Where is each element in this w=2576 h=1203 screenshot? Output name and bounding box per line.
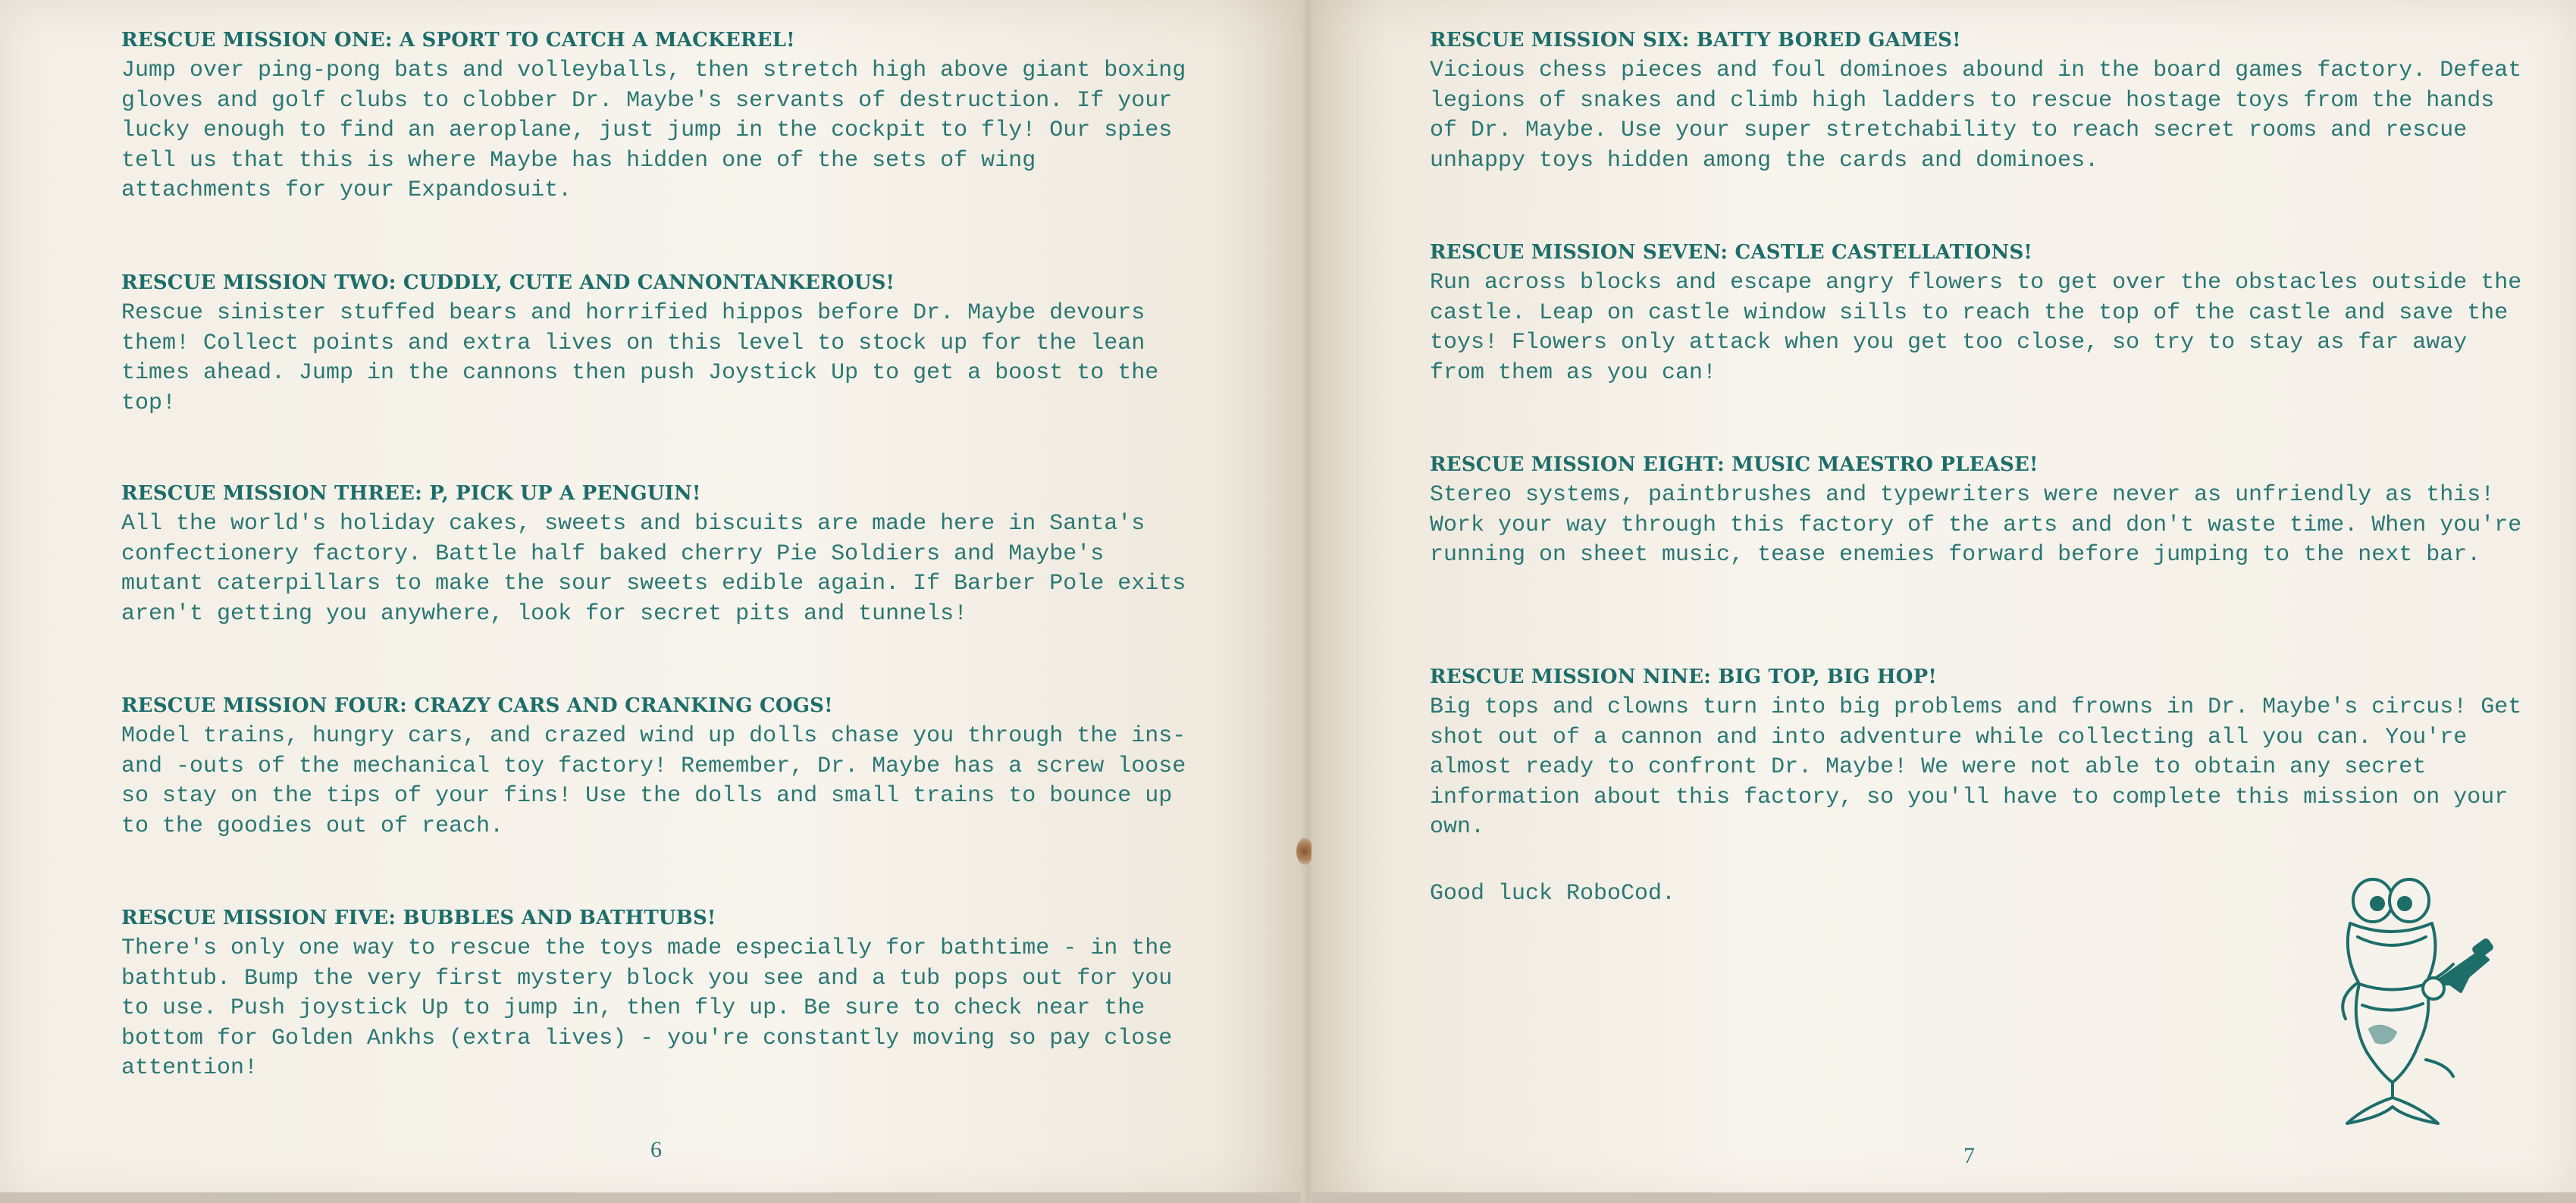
mission-body: Stereo systems, paintbrushes and typewriters were never as unfriendly as this! Work your way through this factory of the arts and don't waste time. When you're running on sheet music, tease enemies forward before jumping to the next bar. <box>1430 482 2522 568</box>
mission-title: RESCUE MISSION TWO: CUDDLY, CUTE AND CANNONTANKEROUS! <box>121 271 895 294</box>
mission-body: All the world's holiday cakes, sweets and biscuits are made here in Santa's confectionery factory. Battle half baked cherry Pie Soldiers and Maybe's mutant caterpillars to make the sour sweets edible again. If Barber Pole exits aren't getting you anywhere, look for secret pits and tunnels! <box>121 511 1186 627</box>
mission-body: Run across blocks and escape angry flowers to get over the obstacles outside the castle. Leap on castle window sills to reach the top of the castle and save the toys! Flowers only attack when you get too close, so try to stay as far away from them as you can! <box>1430 270 2522 386</box>
paper-stain <box>1296 838 1313 865</box>
mission-title: RESCUE MISSION ONE: A SPORT TO CATCH A MACKEREL! <box>121 29 795 52</box>
mission-nine <box>1430 666 2529 843</box>
mission-two <box>121 271 1198 418</box>
mission-body: Model trains, hungry cars, and crazed wind up dolls chase you through the ins- and -outs of the mechanical toy factory! Remember, Dr. Maybe has a screw loose so stay on the tips of your fins! Use the dolls and small trains to bounce up to the goodies out of reach. <box>121 723 1186 839</box>
mission-title: RESCUE MISSION EIGHT: MUSIC MAESTRO PLEASE! <box>1430 453 2039 476</box>
mission-title: RESCUE MISSION SEVEN: CASTLE CASTELLATIONS! <box>1430 241 2033 264</box>
mission-one <box>121 29 1198 206</box>
mission-body: Rescue sinister stuffed bears and horrified hippos before Dr. Maybe devours them! Collect points and extra lives on this level to stock up for the lean times ahead. Jump in the cannons then push Joystick Up to get a boost to the top! <box>121 300 1159 416</box>
mission-body: Jump over ping-pong bats and volleyballs, then stretch high above giant boxing gloves and golf clubs to clobber Dr. Maybe's servants of destruction. If your lucky enough to find an aeroplane, just jump in the cockpit to fly! Our spies tell us that this is where Maybe has hidden one of the sets of wing attachments for your Expandosuit. <box>121 58 1186 203</box>
mission-four <box>121 694 1198 841</box>
right-page <box>1312 0 2576 1203</box>
closing-text: Good luck RoboCod. <box>1430 881 1676 907</box>
page-number-left: 6 <box>650 1137 662 1162</box>
mission-title: RESCUE MISSION FIVE: BUBBLES AND BATHTUBS! <box>121 907 716 929</box>
mission-body: There's only one way to rescue the toys made especially for bathtime - in the bathtub. Bump the very first mystery block you see and a tub pops out for you to use. Push joystick Up to jump in, then fly up. Be sure to check near the bottom for Golden Ankhs (extra lives) - you're constantly moving so pay close attention! <box>121 935 1173 1081</box>
mission-title: RESCUE MISSION NINE: BIG TOP, BIG HOP! <box>1430 666 1938 688</box>
robocod-mascot-icon <box>2320 870 2494 1128</box>
mission-title: RESCUE MISSION THREE: P, PICK UP A PENGUIN! <box>121 482 701 505</box>
page-number-right: 7 <box>1963 1143 1975 1168</box>
mission-eight <box>1430 453 2529 571</box>
mission-seven <box>1430 241 2529 388</box>
mission-body: Vicious chess pieces and foul dominoes abound in the board games factory. Defeat legions of snakes and climb high ladders to rescue hostage toys from the hands of Dr. Maybe. Use your super stretchability to reach secret rooms and rescue unhappy toys hidden among the cards and dominoes. <box>1430 58 2522 174</box>
mission-body: Big tops and clowns turn into big problems and frowns in Dr. Maybe's circus! Get shot out of a cannon and into adventure while collecting all you can. You're almost ready to confront Dr. Maybe! We were not able to obtain any secret information about this factory, so you'll have to complete this mission on your own. <box>1430 694 2522 840</box>
mission-five <box>121 907 1198 1084</box>
mission-three <box>121 482 1198 629</box>
mission-title: RESCUE MISSION FOUR: CRAZY CARS AND CRANKING COGS! <box>121 694 833 717</box>
mission-six <box>1430 29 2529 176</box>
mission-title: RESCUE MISSION SIX: BATTY BORED GAMES! <box>1430 29 1961 52</box>
